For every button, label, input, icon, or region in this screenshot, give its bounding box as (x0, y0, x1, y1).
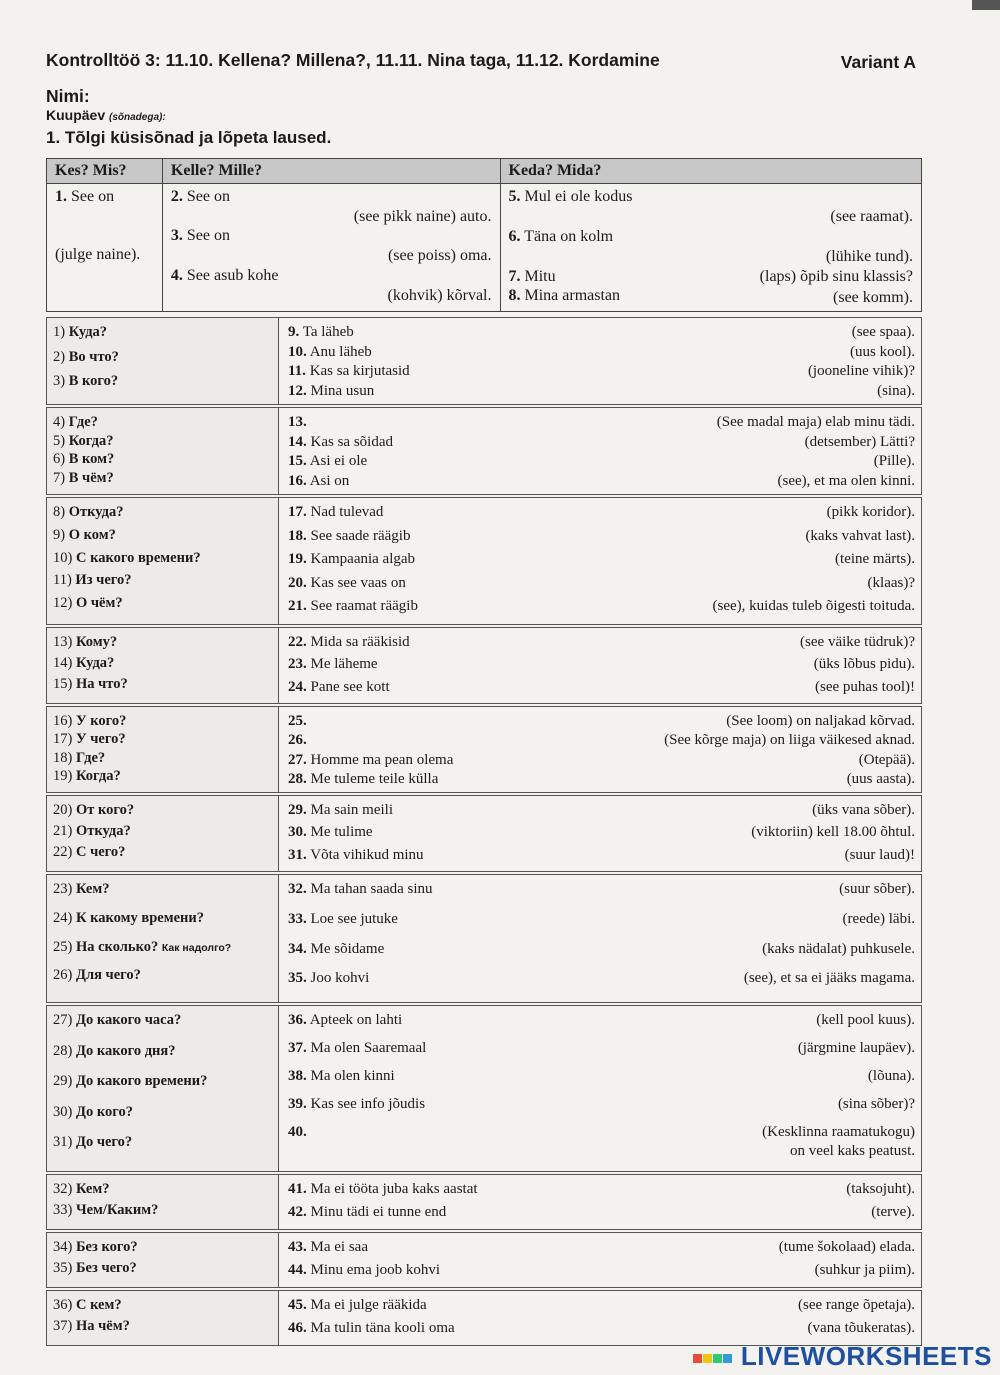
sentence-row: 10. Anu läheb (uus kool). (288, 343, 915, 360)
sentence-row: 44. Minu ema joob kohvi (suhkur ja piim). (288, 1262, 915, 1278)
sentence-row: 21. See raamat räägib (see), kuidas tuleb õigesti toituda. (288, 598, 915, 615)
word-hint: (Kesklinna raamatukogu) (762, 1124, 915, 1141)
question-block (46, 1005, 922, 1172)
sentence-row: 9. Ta läheb (see spaa). (288, 324, 915, 340)
question-word: 14) Куда? (53, 655, 115, 671)
word-hint: (detsember) Lätti? (804, 433, 915, 450)
liveworksheets-logo: LIVEWORKSHEETS (693, 1341, 992, 1372)
col-keda-mida (500, 184, 922, 312)
sentence-row: 38. Ma olen kinni (lõuna). (288, 1068, 915, 1085)
question-block (46, 795, 922, 872)
sentence-row: 40. (Kesklinna raamatukogu) (288, 1124, 915, 1141)
sentence-row: 24. Pane see kott (see puhas tool)! (288, 678, 915, 695)
sentence-5: 5. Mul ei ole kodus (508, 188, 633, 205)
word-hint: (lõuna). (867, 1068, 915, 1085)
sentence-row: 42. Minu tädi ei tunne end (terve). (288, 1204, 915, 1220)
question-word: 8) Откуда? (53, 504, 124, 520)
col-header-kelle-mille: Kelle? Mille? (162, 159, 500, 184)
col-header-keda-mida: Keda? Mida? (500, 159, 922, 184)
sentence-row: 12. Mina usun (sina). (288, 382, 915, 399)
question-word: 22) С чего? (53, 844, 126, 860)
question-word: 10) С какого времени? (53, 549, 201, 566)
question-word: 21) Откуда? (53, 823, 131, 839)
word-hint: (vana tõukeratas). (807, 1320, 915, 1336)
question-words-column (47, 1006, 279, 1171)
sentence-row: 28. Me tuleme teile külla (uus aasta). (288, 770, 915, 787)
sentence-row: 13. (See madal maja) elab minu tädi. (288, 414, 915, 430)
sentence-row: 46. Ma tulin täna kooli oma (vana tõukeratas). (288, 1320, 915, 1336)
question-word: 5) Когда? (53, 432, 114, 449)
word-hint: (Otepää). (858, 751, 915, 768)
question-block (46, 407, 922, 495)
word-hint: (See loom) on naljakad kõrvad. (726, 713, 915, 729)
sentence-1-hint: (julge naine). (55, 246, 141, 263)
sentence-5-hint: (see raamat). (830, 208, 913, 225)
word-hint: (järgmine laupäev). (797, 1040, 915, 1057)
question-word: 1) Куда? (53, 324, 108, 340)
question-word: 3) В кого? (53, 373, 119, 390)
question-word: 16) У кого? (53, 713, 127, 729)
date-label: Kuupäev (sõnadega): (46, 107, 166, 123)
sentence-row: 20. Kas see vaas on (klaas)? (288, 574, 915, 591)
question-word: 7) В чём? (53, 469, 114, 486)
sentence-row: 18. See saade räägib (kaks vahvat last). (288, 527, 915, 544)
sentence-row: 41. Ma ei tööta juba kaks aastat (taksojuht). (288, 1181, 915, 1197)
word-hint: (jooneline vihik)? (807, 363, 915, 379)
question-block (46, 627, 922, 704)
word-hint: (See kõrge maja) on liiga väikesed aknad. (664, 732, 915, 749)
sentence-row: 14. Kas sa sõidad (detsember) Lätti? (288, 433, 915, 450)
sentence-8-hint: (see komm). (833, 289, 913, 306)
sentence-row: 16. Asi on (see), et ma olen kinni. (288, 472, 915, 489)
task-instruction: 1. Tõlgi küsisõnad ja lõpeta laused. (46, 128, 332, 147)
word-hint: (suur sõber). (839, 881, 915, 897)
sentence-7: 7. Mitu (508, 268, 556, 285)
question-word: 37) На чём? (53, 1318, 130, 1334)
question-block (46, 497, 922, 625)
sentence-row: 23. Me läheme (üks lõbus pidu). (288, 656, 915, 673)
question-word: 12) О чём? (53, 595, 123, 612)
question-word: 24) К какому времени? (53, 909, 204, 926)
name-label: Nimi: (46, 86, 90, 106)
sentence-4: 4. See asub kohe (170, 267, 279, 284)
word-hint: (terve). (871, 1204, 915, 1220)
word-hint: (kaks vahvat last). (805, 527, 915, 544)
word-hint: (tume šokolaad) elada. (778, 1239, 915, 1255)
sentence-7-hint: (laps) õpib sinu klassis? (759, 268, 913, 285)
question-word: 32) Кем? (53, 1181, 110, 1197)
question-word: 35) Без чего? (53, 1260, 137, 1276)
question-word: 36) С кем? (53, 1297, 122, 1313)
sentence-row: 39. Kas see info jõudis (sina sõber)? (288, 1096, 915, 1113)
question-words-column (47, 498, 279, 624)
sentence-row: 17. Nad tulevad (pikk koridor). (288, 504, 915, 520)
word-hint: (klaas)? (867, 574, 915, 591)
question-words-column (47, 1175, 279, 1229)
word-hint: (viktoriin) kell 18.00 õhtul. (751, 824, 915, 841)
sentence-1: 1. See on (55, 188, 115, 205)
variant-label: Variant A (840, 52, 916, 72)
question-block (46, 874, 922, 1003)
word-hint: (see), et sa ei jääks magama. (743, 970, 915, 987)
sentence-6: 6. Täna on kolm (508, 228, 614, 245)
word-hint: (see), kuidas tuleb õigesti toituda. (712, 598, 915, 615)
sentence-row: 37. Ma olen Saaremaal (järgmine laupäev). (288, 1040, 915, 1057)
question-word: 31) До чего? (53, 1134, 133, 1151)
word-hint: (see range õpetaja). (797, 1297, 915, 1313)
question-block (46, 1174, 922, 1230)
question-word: 26) Для чего? (53, 967, 141, 984)
question-words-column (47, 707, 279, 792)
sentence-row: 11. Kas sa kirjutasid (jooneline vihik)? (288, 363, 915, 379)
sentence-4-hint: (kohvik) kõrval. (387, 287, 492, 304)
sentence-6-hint: (lühike tund). (825, 248, 913, 265)
word-hint: (see), et ma olen kinni. (777, 472, 915, 489)
sentence-8: 8. Mina armastan (508, 287, 621, 304)
question-word: 30) До кого? (53, 1103, 133, 1120)
sentence-row: 36. Apteek on lahti (kell pool kuus). (288, 1012, 915, 1028)
word-hint: (uus kool). (850, 343, 915, 360)
scan-edge-mark (972, 0, 1000, 10)
question-word: 18) Где? (53, 749, 106, 766)
word-hint: (sina). (877, 382, 915, 399)
col-header-kes-mis: Kes? Mis? (47, 159, 163, 184)
word-hint: (sina sõber)? (837, 1096, 915, 1113)
question-words-column (47, 796, 279, 871)
word-hint: (uus aasta). (846, 770, 915, 787)
question-word: 23) Кем? (53, 881, 110, 897)
word-hint: (teine märts). (835, 551, 915, 568)
word-hint: (suhkur ja piim). (814, 1262, 915, 1278)
question-word: 34) Без кого? (53, 1239, 138, 1255)
sentence-row: 33. Loe see jutuke (reede) läbi. (288, 910, 915, 927)
question-block (46, 1290, 922, 1346)
sentence-row-continuation: on veel kaks peatust. (790, 1143, 915, 1160)
question-word: 29) До какого времени? (53, 1073, 208, 1090)
question-word: 19) Когда? (53, 767, 121, 784)
question-word: 2) Во что? (53, 348, 119, 365)
word-hint: (üks lõbus pidu). (813, 656, 915, 673)
question-word: 33) Чем/Каким? (53, 1202, 159, 1218)
question-word: 9) О ком? (53, 526, 116, 543)
sentence-row: 32. Ma tahan saada sinu (suur sõber). (288, 881, 915, 897)
sentence-row: 27. Homme ma pean olema (Otepää). (288, 751, 915, 768)
question-block (46, 706, 922, 793)
sentence-3-hint: (see poiss) oma. (387, 247, 492, 264)
question-word: 15) На что? (53, 676, 128, 692)
word-hint: (pikk koridor). (826, 504, 915, 520)
word-hint: (see puhas tool)! (815, 678, 915, 695)
sentence-row: 31. Võta vihikud minu (suur laud)! (288, 846, 915, 863)
question-words-column (47, 1291, 279, 1345)
question-words-column (47, 408, 279, 494)
question-words-column (47, 875, 279, 1002)
word-hint: (üks vana sõber). (812, 802, 915, 818)
sentence-2-hint: (see pikk naine) auto. (353, 208, 492, 225)
question-word: 25) На сколько? Как надолго? (53, 938, 232, 955)
sentence-row: 22. Mida sa rääkisid (see väike tüdruk)? (288, 634, 915, 650)
word-hint: (suur laud)! (844, 846, 915, 863)
sentence-row: 25. (See loom) on naljakad kõrvad. (288, 713, 915, 729)
sentence-row: 30. Me tulime (viktoriin) kell 18.00 õhtul. (288, 824, 915, 841)
sentence-row: 45. Ma ei julge rääkida (see range õpetaja). (288, 1297, 915, 1313)
sentence-row: 29. Ma sain meili (üks vana sõber). (288, 802, 915, 818)
sentence-2: 2. See on (170, 188, 231, 205)
question-words-column (47, 628, 279, 703)
word-hint: (kaks nädalat) puhkusele. (762, 940, 915, 957)
sentence-row: 26. (See kõrge maja) on liiga väikesed aknad. (288, 732, 915, 749)
question-words-column (47, 318, 279, 404)
question-word: 28) До какого дня? (53, 1042, 176, 1059)
col-kelle-mille (162, 184, 500, 312)
question-word: 6) В ком? (53, 451, 115, 467)
question-block (46, 317, 922, 405)
word-hint: (kell pool kuus). (816, 1012, 915, 1028)
case-table (46, 158, 922, 312)
sentence-row: 15. Asi ei ole (Pille). (288, 453, 915, 469)
question-word: 13) Кому? (53, 634, 118, 650)
question-word: 4) Где? (53, 414, 98, 430)
word-hint: (See madal maja) elab minu tädi. (716, 414, 915, 430)
sentence-row: 43. Ma ei saa (tume šokolaad) elada. (288, 1239, 915, 1255)
sentence-row: 35. Joo kohvi (see), et sa ei jääks magama. (288, 970, 915, 987)
word-hint: (see väike tüdruk)? (800, 634, 915, 650)
question-word: 20) От кого? (53, 802, 135, 818)
word-hint: (reede) läbi. (842, 910, 915, 927)
word-hint: (Pille). (873, 453, 915, 469)
sentence-row: 19. Kampaania algab (teine märts). (288, 551, 915, 568)
word-hint: (taksojuht). (846, 1181, 915, 1197)
worksheet-title: Kontrolltöö 3: 11.10. Kellena? Millena?, 11.11. Nina taga, 11.12. Kordamine (46, 50, 660, 70)
question-words-column (47, 1233, 279, 1287)
col-kes-mis (47, 184, 163, 312)
sentence-3: 3. See on (170, 227, 231, 244)
word-hint: (see spaa). (851, 324, 915, 340)
question-word: 11) Из чего? (53, 572, 132, 589)
question-word: 27) До какого часа? (53, 1012, 182, 1028)
question-word: 17) У чего? (53, 731, 126, 748)
sentence-row: 34. Me sõidame (kaks nädalat) puhkusele. (288, 940, 915, 957)
question-block (46, 1232, 922, 1288)
